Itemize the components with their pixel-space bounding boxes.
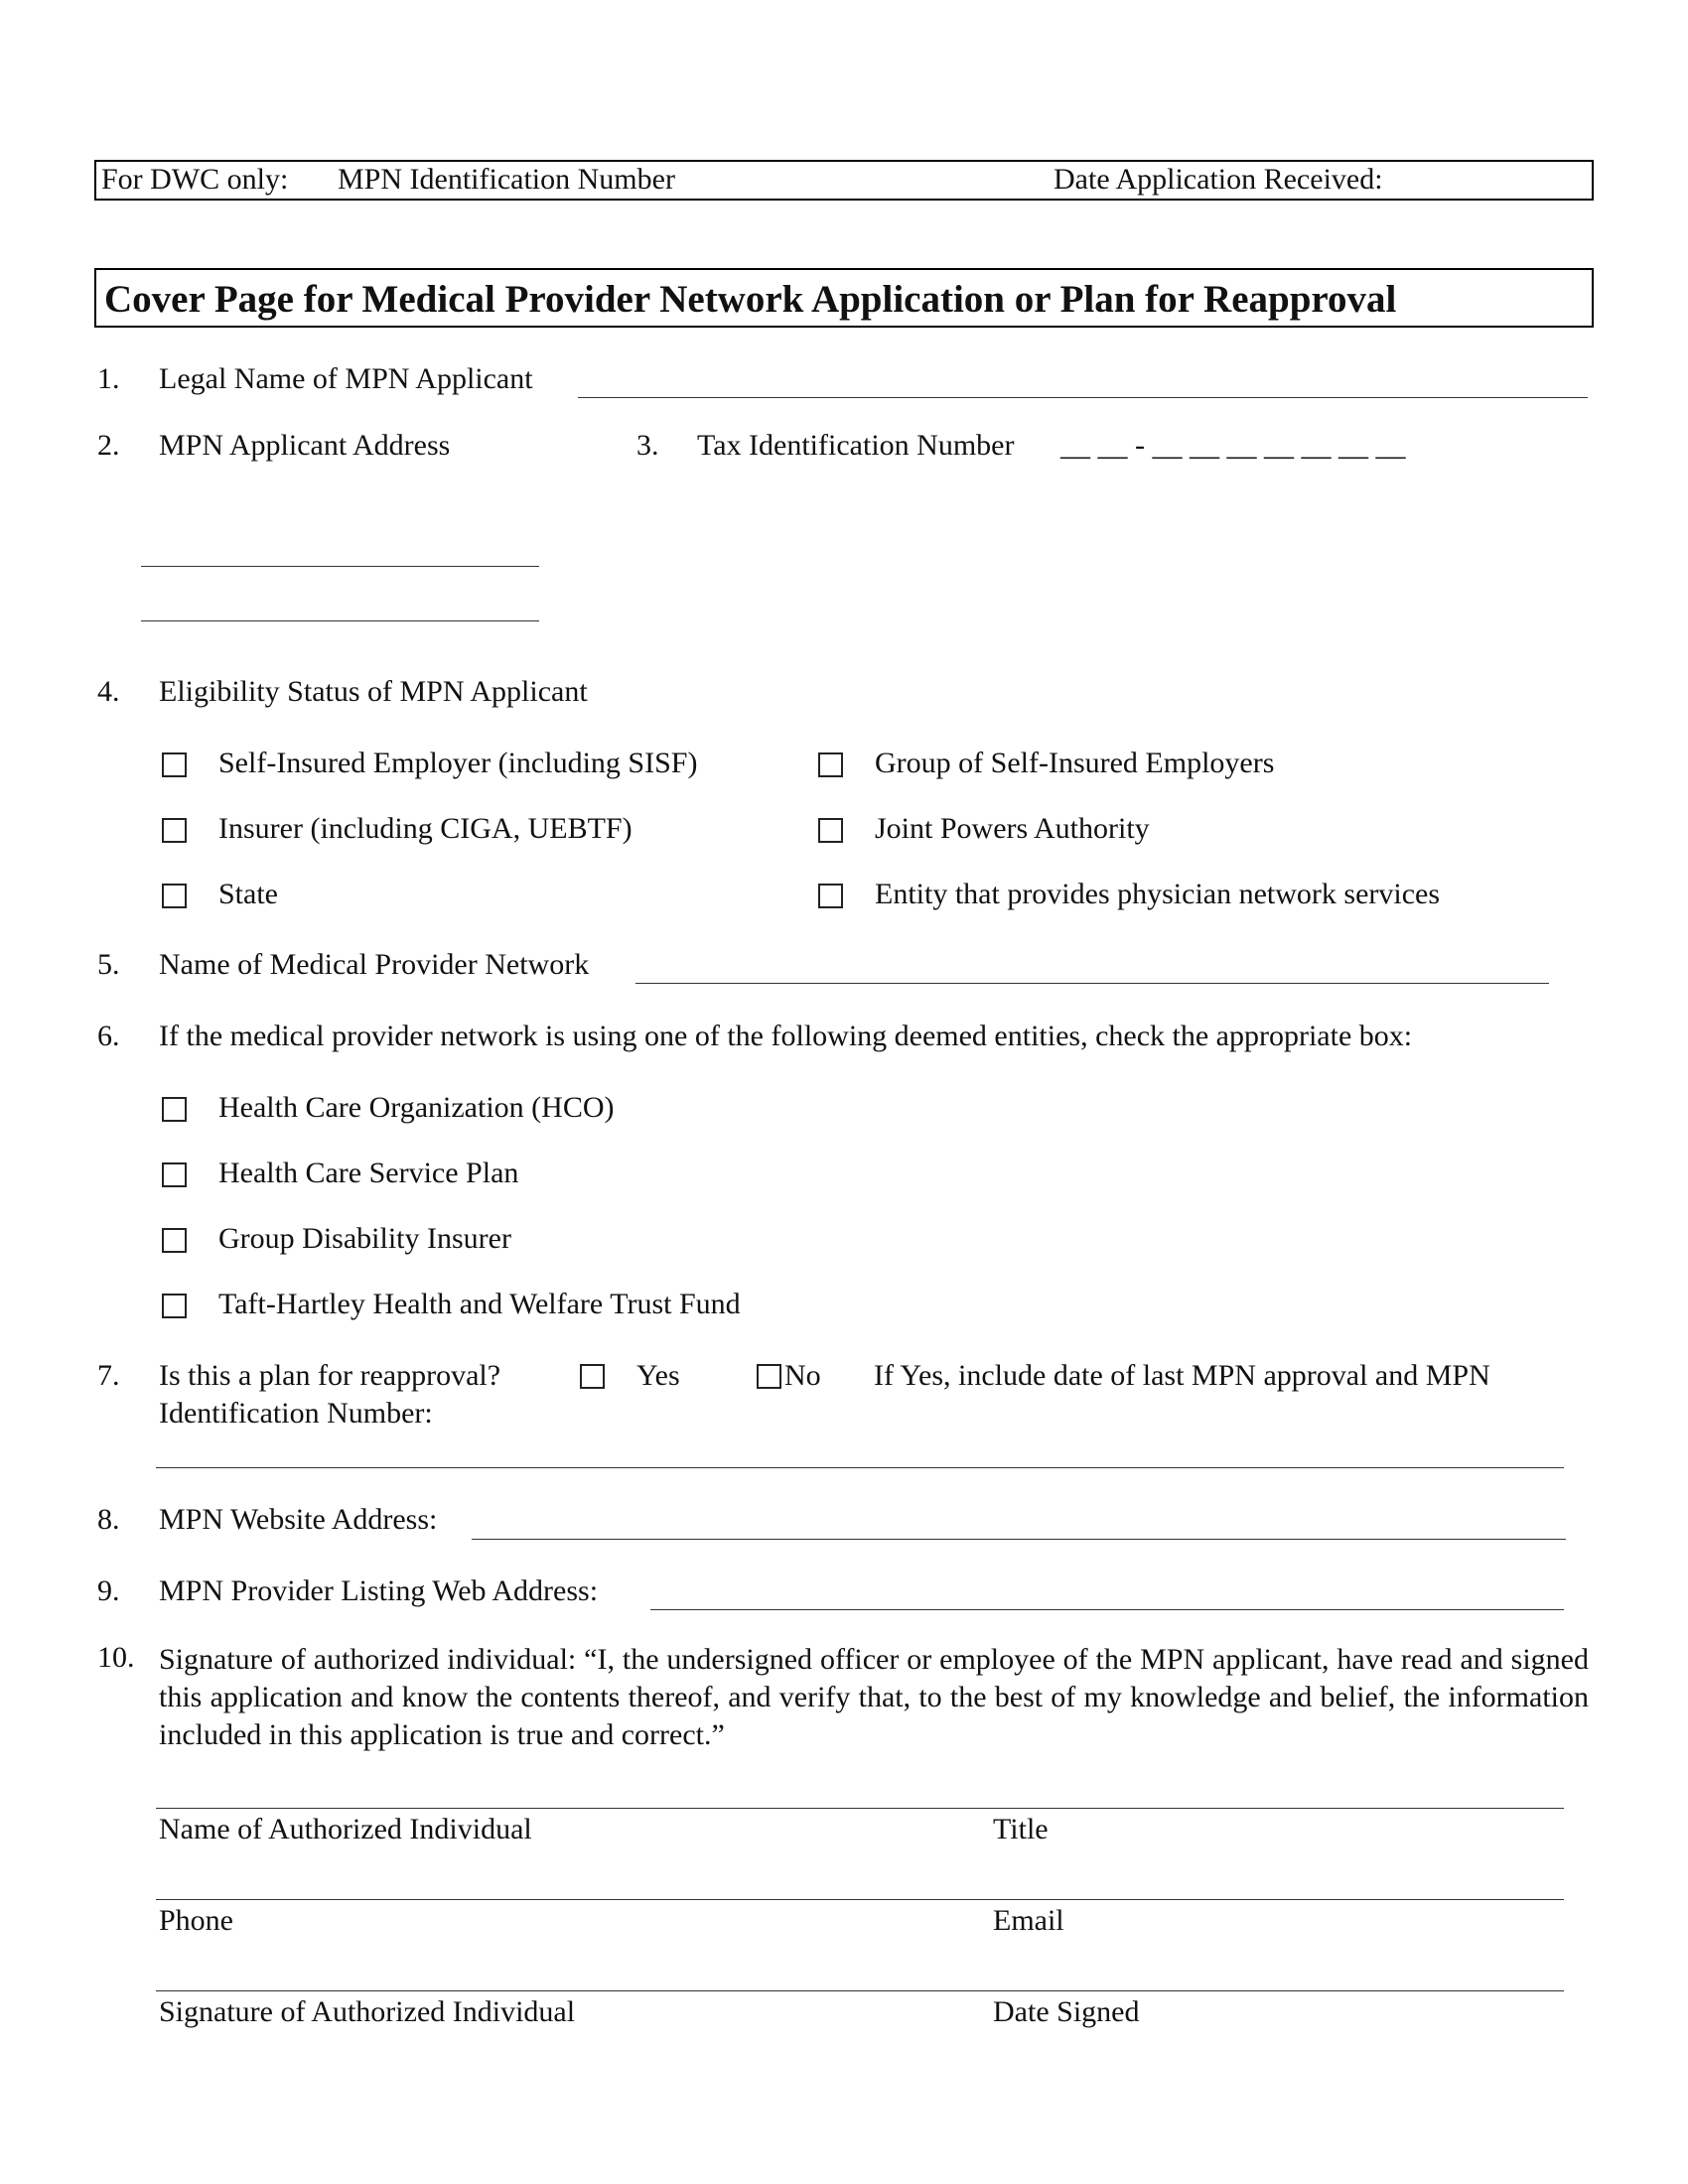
q6-number: 6.	[97, 1020, 120, 1052]
q7-instruction-cont: Identification Number:	[159, 1397, 433, 1430]
q5-number: 5.	[97, 948, 120, 981]
checkbox-physician-network-entity[interactable]	[818, 884, 843, 908]
provider-listing-field[interactable]	[650, 1609, 1564, 1610]
option-physician-network-entity: Entity that provides physician network services	[875, 878, 1441, 910]
option-insurer: Insurer (including CIGA, UEBTF)	[218, 812, 633, 845]
q7-instruction: If Yes, include date of last MPN approval and MPN	[874, 1359, 1490, 1392]
option-state: State	[218, 878, 278, 910]
checkbox-state[interactable]	[162, 884, 187, 908]
address-line-1[interactable]	[141, 566, 539, 567]
option-self-insured-employer: Self-Insured Employer (including SISF)	[218, 747, 698, 779]
phone-label: Phone	[159, 1904, 233, 1937]
q2-label: MPN Applicant Address	[159, 429, 451, 462]
signature-date-line[interactable]	[156, 1990, 1564, 1991]
q8-label: MPN Website Address:	[159, 1503, 438, 1536]
name-title-line[interactable]	[156, 1808, 1564, 1809]
page-title: Cover Page for Medical Provider Network Application or Plan for Reapproval	[104, 278, 1397, 321]
checkbox-self-insured-employer[interactable]	[162, 752, 187, 777]
q3-number: 3.	[636, 429, 659, 462]
checkbox-taft-hartley[interactable]	[162, 1294, 187, 1318]
q7-number: 7.	[97, 1359, 120, 1392]
option-hco: Health Care Organization (HCO)	[218, 1091, 615, 1124]
q1-label: Legal Name of MPN Applicant	[159, 362, 533, 395]
q3-label: Tax Identification Number	[697, 429, 1015, 462]
q9-number: 9.	[97, 1574, 120, 1607]
q9-label: MPN Provider Listing Web Address:	[159, 1574, 599, 1607]
q10-number: 10.	[97, 1641, 135, 1674]
date-signed-label: Date Signed	[993, 1995, 1140, 2028]
address-line-2[interactable]	[141, 620, 539, 621]
q7-label: Is this a plan for reapproval?	[159, 1359, 501, 1392]
phone-email-line[interactable]	[156, 1899, 1564, 1900]
q10-statement: Signature of authorized individual: “I, the undersigned officer or employee of the MPN applicant, have read and signed this application and know the contents thereof, and verify that, to the best of my knowledge and belief, the information included in this application is true and correct.”	[159, 1643, 1589, 1751]
reapproval-yes-label: Yes	[636, 1359, 680, 1392]
name-label: Name of Authorized Individual	[159, 1813, 532, 1845]
date-received-label: Date Application Received:	[1054, 163, 1383, 196]
checkbox-group-self-insured[interactable]	[818, 752, 843, 777]
option-group-disability-insurer: Group Disability Insurer	[218, 1222, 511, 1255]
checkbox-insurer[interactable]	[162, 818, 187, 843]
legal-name-field[interactable]	[578, 397, 1588, 398]
q4-number: 4.	[97, 675, 120, 708]
checkbox-group-disability-insurer[interactable]	[162, 1228, 187, 1253]
option-taft-hartley: Taft-Hartley Health and Welfare Trust Fund	[218, 1288, 741, 1320]
title-box	[94, 268, 1594, 328]
q1-number: 1.	[97, 362, 120, 395]
checkbox-reapproval-yes[interactable]	[580, 1364, 605, 1389]
checkbox-health-care-service-plan[interactable]	[162, 1162, 187, 1187]
tax-id-field[interactable]: __ __ - __ __ __ __ __ __ __	[1060, 429, 1406, 462]
option-group-self-insured: Group of Self-Insured Employers	[875, 747, 1275, 779]
option-health-care-service-plan: Health Care Service Plan	[218, 1157, 519, 1189]
email-label: Email	[993, 1904, 1064, 1937]
q6-label: If the medical provider network is using one of the following deemed entities, check the appropriate box:	[159, 1020, 1413, 1052]
checkbox-hco[interactable]	[162, 1097, 187, 1122]
title-label: Title	[993, 1813, 1049, 1845]
website-field[interactable]	[472, 1539, 1566, 1540]
dwc-only-label: For DWC only:	[101, 163, 289, 196]
q8-number: 8.	[97, 1503, 120, 1536]
q5-label: Name of Medical Provider Network	[159, 948, 590, 981]
mpn-id-label: MPN Identification Number	[338, 163, 675, 196]
reapproval-no-label: No	[784, 1359, 821, 1392]
q2-number: 2.	[97, 429, 120, 462]
last-approval-field[interactable]	[156, 1467, 1564, 1468]
mpn-name-field[interactable]	[635, 983, 1549, 984]
checkbox-reapproval-no[interactable]	[757, 1364, 781, 1389]
checkbox-joint-powers[interactable]	[818, 818, 843, 843]
signature-label: Signature of Authorized Individual	[159, 1995, 576, 2028]
q4-label: Eligibility Status of MPN Applicant	[159, 675, 588, 708]
option-joint-powers: Joint Powers Authority	[875, 812, 1150, 845]
